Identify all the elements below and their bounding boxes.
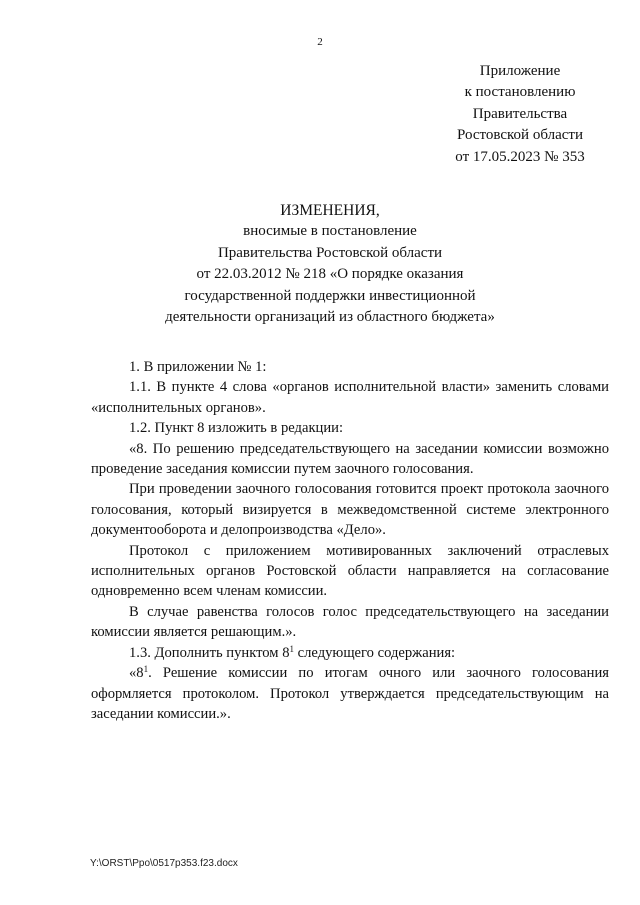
superscript: 1 <box>143 664 149 675</box>
paragraph: В случае равенства голосов голос председательствующего на заседании комиссии является решающим.». <box>91 603 609 641</box>
title-line: деятельности организаций из областного бюджета» <box>165 309 495 326</box>
superscript: 1 <box>289 643 294 654</box>
title-line: государственной поддержки инвестиционной <box>184 287 476 304</box>
paragraph: При проведении заочного голосования готовится проект протокола заочного голосования, который визируется в межведомственной системе электронного документооборота и делопроизводства «Дело». <box>91 481 609 539</box>
paragraph: 1.2. Пункт 8 изложить в редакции: <box>129 420 344 437</box>
paragraph-text: 1.3. Дополнить пунктом 8 <box>129 644 290 661</box>
paragraph <box>91 643 609 663</box>
page-number: 2 <box>317 36 323 48</box>
paragraph: Протокол с приложением мотивированных заключений отраслевых исполнительных органов Ростовской области направляется на согласование одновременно всем членам комиссии. <box>91 542 609 600</box>
paragraph-text: . Решение комиссии по итогам очного или заочного голосования оформляется протоколом. Протокол утверждается председательствующим на заседании комиссии.». <box>91 665 609 722</box>
paragraph <box>91 663 609 724</box>
appendix-line: от 17.05.2023 № 353 <box>455 148 585 165</box>
appendix-header <box>430 61 610 168</box>
paragraph: 1.1. В пункте 4 слова «органов исполнительной власти» заменить словами «исполнительных органов». <box>91 379 609 416</box>
title-line: от 22.03.2012 № 218 «О порядке оказания <box>196 266 464 283</box>
paragraph: «8. По решению председательствующего на заседании комиссии возможно проведение заседания комиссии путем заочного голосования. <box>91 440 609 478</box>
document-body <box>91 357 609 724</box>
title-heading: ИЗМЕНЕНИЯ, <box>280 202 380 219</box>
paragraph-text: следующего содержания: <box>294 644 456 661</box>
title-line: Правительства Ростовской области <box>217 244 443 261</box>
document-title <box>120 200 540 328</box>
paragraph: 1. В приложении № 1: <box>129 359 267 375</box>
footer-file-path: Y:\ORST\Ppo\0517p353.f23.docx <box>90 858 238 869</box>
appendix-line: Ростовской области <box>457 127 583 144</box>
appendix-line: Приложение <box>479 63 561 79</box>
appendix-line: к постановлению <box>464 84 576 101</box>
appendix-line: Правительства <box>472 105 568 122</box>
paragraph-text: «8 <box>129 665 144 682</box>
title-line: вносимые в постановление <box>243 223 417 240</box>
